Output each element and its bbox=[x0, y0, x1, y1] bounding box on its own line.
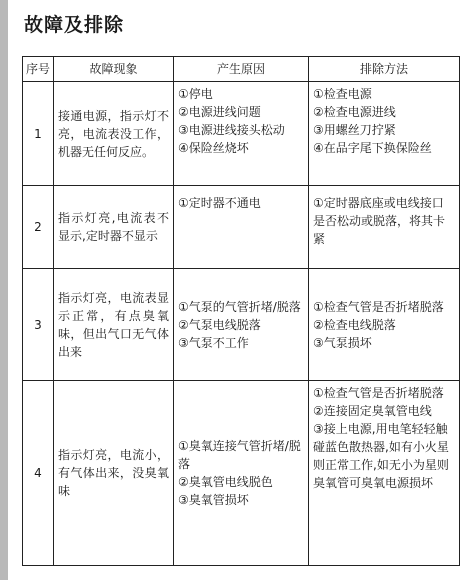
page-title: 故障及排除 bbox=[24, 14, 125, 36]
table-row bbox=[23, 186, 460, 269]
remedy-item: ①检查气管是否折堵脱落 bbox=[313, 299, 444, 314]
cause-item: ②气泵电线脱落 bbox=[178, 317, 261, 332]
header-no: 序号 bbox=[23, 57, 54, 82]
remedy-item: ②检查电源进线 bbox=[313, 105, 396, 119]
symptom-cell: 指示灯亮,电流表不显示,定时器不显示 bbox=[54, 186, 174, 269]
cause-item: ②臭氧管电线脱色 bbox=[178, 475, 273, 489]
page-edge-strip bbox=[0, 0, 8, 580]
remedy-item: ③接上电源,用电笔轻轻触碰蓝色散热器,如有小火星则正常工作,如无小为星则臭氧管可臭氧电源损坏 bbox=[313, 422, 449, 490]
troubleshooting-table bbox=[22, 56, 460, 566]
cause-item: ①气泵的气管折堵/脱落 bbox=[178, 299, 301, 314]
cause-item: ①停电 bbox=[178, 87, 213, 101]
cause-item: ③臭氧管损坏 bbox=[178, 493, 249, 507]
cause-item: ②电源进线问题 bbox=[178, 105, 261, 119]
table-row bbox=[23, 82, 460, 186]
remedy-item: ①检查气管是否折堵脱落 bbox=[313, 386, 444, 400]
row-number: 2 bbox=[23, 186, 54, 269]
remedy-item: ④在品字尾下换保险丝 bbox=[313, 141, 432, 155]
remedy-item: ③气泵损坏 bbox=[313, 335, 372, 350]
table-header-row bbox=[23, 57, 460, 82]
row-number: 1 bbox=[23, 82, 54, 186]
row-number: 3 bbox=[23, 269, 54, 381]
header-symptom: 故障现象 bbox=[54, 57, 174, 82]
header-cause: 产生原因 bbox=[174, 57, 309, 82]
cause-item: ③电源进线接头松动 bbox=[178, 123, 285, 137]
remedy-item: ①检查电源 bbox=[313, 87, 372, 101]
remedy-cell bbox=[309, 186, 460, 269]
cause-item: ①臭氧连接气管折堵/脱落 bbox=[178, 439, 301, 471]
table-row bbox=[23, 381, 460, 566]
remedy-cell bbox=[309, 269, 460, 381]
symptom-cell: 指示灯亮，电流表显示正常，有点臭氧味，但出气口无气体出来 bbox=[54, 269, 174, 381]
remedy-item: ①定时器底座或电线接口是否松动或脱落，将其卡紧 bbox=[313, 196, 446, 246]
row-number: 4 bbox=[23, 381, 54, 566]
table-row bbox=[23, 269, 460, 381]
cause-cell bbox=[174, 381, 309, 566]
symptom-cell: 指示灯亮，电流小，有气体出来，没臭氧味 bbox=[54, 381, 174, 566]
remedy-item: ②连接固定臭氧管电线 bbox=[313, 404, 432, 418]
cause-cell bbox=[174, 186, 309, 269]
cause-item: ③气泵不工作 bbox=[178, 335, 249, 350]
cause-item: ④保险丝烧坏 bbox=[178, 141, 249, 155]
symptom-cell: 接通电源，指示灯不亮，电流表没工作，机器无任何反应。 bbox=[54, 82, 174, 186]
cause-cell bbox=[174, 82, 309, 186]
cause-cell bbox=[174, 269, 309, 381]
remedy-item: ②检查电线脱落 bbox=[313, 317, 396, 332]
remedy-cell bbox=[309, 82, 460, 186]
remedy-cell bbox=[309, 381, 460, 566]
remedy-item: ③用螺丝刀拧紧 bbox=[313, 123, 396, 137]
header-remedy: 排除方法 bbox=[309, 57, 460, 82]
cause-item: ①定时器不通电 bbox=[178, 196, 261, 210]
